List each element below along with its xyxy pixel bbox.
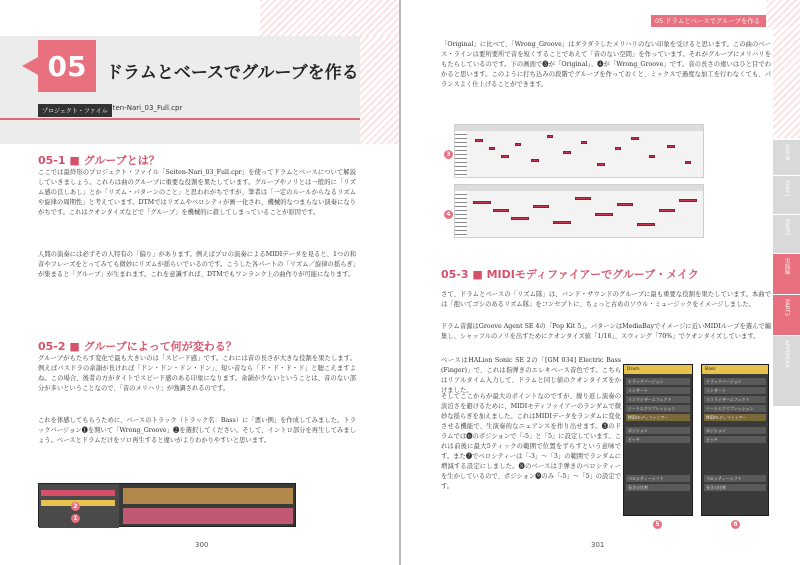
right-page-number: 301: [591, 541, 605, 549]
label-3: 3: [444, 150, 453, 159]
tab-part3: PART3: [773, 295, 800, 335]
label-4: 4: [444, 210, 453, 219]
section-05-3-paragraph-1: さて、ドラムとベースの「リズム隊」は、バンド・サウンドのグルーブに最も重要な役割を果たしています。本曲では「抱いてゴシのあるリズム隊」をコンセプトに、ちょっと古めのソウル・ミュージックをイメージしました。: [441, 291, 771, 308]
section-05-2-paragraph-1: グルーブがもたらす変化で最も大きいのは「スピード感」です。これには音の長さが大きな役割を果たします。例えばバスドラの余韻が長ければ「ドン・ドン・ドン・ドン」、短い音なら「ド・ド・ド・ド」と聴こえますよね。この場合、後者の方がタイトでスピード感のある印象になります。余韻が少ないということは、音のない部分が多いということなので、「音のメリハリ」が強調されるのです。: [38, 355, 356, 392]
project-file-name: Seiten-Nari_03_Full.cpr: [102, 104, 183, 112]
intro-paragraph: 「Original」に比べて、「Wrong_Groove」はダラダラしたメリハリのない印象を受けると思います。この曲のベース・ラインは要所要所で音を短くすることであえて「音のない空間」を作っています。それがグルーブにメリハリをもたらしているのです。下の画面で❸が「Original」、❹が「Wrong_Groove」です。音の長さの違いはひと目でわかると思います。このように打ち込みの段階でグルーブを作っておくと、ミックスで過度な加工を行わなくても、パランスよく仕上げることができます。: [441, 41, 771, 88]
chapter-badge: 05: [38, 40, 96, 92]
tab-part2: PART2: [773, 215, 800, 253]
tab-appendix: APPENDIX: [773, 336, 800, 406]
bass-midi-modifier-panel: Bass トラックバージョン インサート イコライザーエフェクト ノートエクスプレッション MIDIモディファイアー ポジション ピッチ ベロシティーシフト 長さの比率: [701, 364, 769, 516]
tab-practice: 実践編: [773, 254, 800, 294]
right-header-hatch: [766, 0, 800, 28]
header-hatch-side: [360, 36, 399, 144]
daw-track-screenshot: [38, 483, 296, 527]
callout-8: 8: [731, 520, 740, 529]
right-page: [401, 0, 800, 565]
project-file-label: プロジェクト・ファイル: [38, 104, 112, 117]
section-05-3-paragraph-2: ドラム音源はGroove Agent SE 4の「Pop Kit 5」。パターンはMediaBayでイメージに近いMIDIループを選んで編集し、シャッフルのノリを出すためにクオンタイズ値「1/16」、スウィング「70%」でクオンタイズしています。: [441, 323, 771, 340]
drum-midi-modifier-panel: Drum トラックバージョン インサート イコライザーエフェクト ノートエクスプレッション MIDIモディファイアー ポジション ピッチ ベロシティーシフト 長さの比率: [623, 364, 693, 516]
section-05-1-paragraph-1: ここでは最終形のプロジェクト・ファイル「Seiten-Nari_03_Full.cpr」を使ってドラムとベースについて解説していきましょう。これらは曲のグルーブに重要な役割を果たしています。グルーブやノリとは一般的に「リズム感の良しあし」とか「リズム・パターンのこと」と思われがちですが、筆者は「一定のルールからなるリズムや旋律の周期性」と考えています。DTMではリズムやベロシティが画一化され、機械的なつまらない演奏になりがちです。これはクオンタイズなどで「グルーブ」を機械的に殺してしまっていることが原因です。: [38, 169, 356, 216]
callout-5: 5: [653, 520, 662, 529]
header-strip: [0, 118, 360, 120]
left-page-number: 300: [195, 541, 209, 549]
chapter-title: ドラムとベースでグルーブを作る: [106, 63, 359, 83]
section-heading-05-2: 05-2 ■ グルーブによって何が変わる？: [38, 340, 237, 353]
right-side-hatch: [773, 28, 800, 138]
section-05-3-paragraph-4: そしてここからが最大のポイントなのですが、繰り返し演奏の淡泊さを避けるために、MIDIモディファイアーのランダムで微妙な揺らぎを加えました。これはMIDIデータをランダムに変化させる機能で、生演奏的なニュアンスを作り出せます。❺のドラムでは❻のポジションで「-5」と「5」に設定しています。これは前後に最大5ティックの範囲で位置をずらすという意味です。また❼でベロシティーは「-3」～「3」の範囲でランダムに増減する設定にしました。❽のベースは手弾きのベロシティーを生かしているので、ポジション❾のみ「-5」～「5」の設定です。: [441, 393, 621, 490]
tab-part1: PART1: [773, 176, 800, 214]
running-head: 05 ドラムとベースでグルーブを作る: [651, 15, 766, 27]
left-page: [0, 0, 399, 565]
section-heading-05-1: 05-1 ■ グルーブとは？: [38, 154, 160, 167]
callout-2: 2: [71, 502, 80, 511]
section-05-2-paragraph-2: これを体感してもらうために、ベースのトラック（トラック名：Bass）に「悪い例」を作成してみました。トラックバージョン❶を開いて「Wrong_Groove」❷を選択してください。そして、イントロ部分を再生してみましょう。ベースとドラムだけをソロ再生すると違いがよりわかりやすいと思います。: [38, 417, 356, 444]
piano-roll-wrong-groove: [454, 184, 704, 238]
tab-basic: 基本編: [773, 140, 800, 175]
piano-roll-original: [454, 124, 704, 178]
callout-1: 1: [71, 514, 80, 523]
section-05-1-paragraph-2: 人間の演奏には必ずその人特有の「偏り」があります。例えばプロの演奏によるMIDIデータを見ると、1つの和音やフレーズをとってみても微妙にリズムが揺らいでいるのです。こうした各パートの「リズム／旋律の揺らぎ」が集まると「グルーブ」が生まれます。これを意識すれば、DTMでもワンランク上の曲作りが可能になります。: [38, 251, 356, 278]
header-hatch: [260, 0, 399, 36]
section-heading-05-3: 05-3 ■ MIDIモディファイアーでグルーブ・メイク: [441, 268, 699, 281]
section-05-3-paragraph-3: ベースはHALion Sonic SE 2の「[GM 034] Electric Bass (Finger)」で、これは指弾きのエレキベース音色です。こちらはリアルタイム入力して、ドラムと同じ値のクオンタイズをかけました。: [441, 357, 621, 394]
